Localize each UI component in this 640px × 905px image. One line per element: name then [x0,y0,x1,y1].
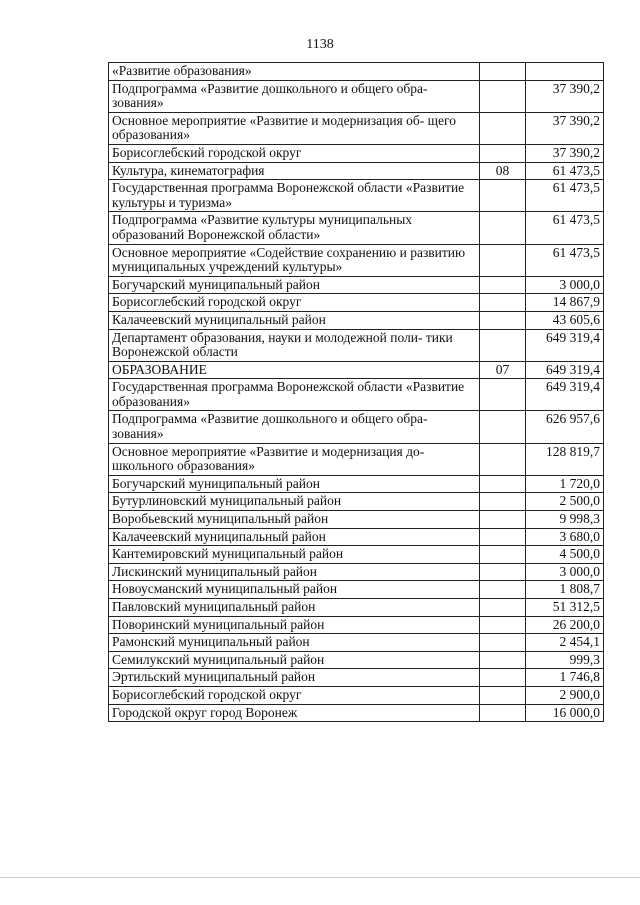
row-value-cell: 2 500,0 [526,493,604,511]
row-code-cell [479,63,525,81]
row-name-cell: Новоусманский муниципальный район [109,581,480,599]
row-code-cell [479,686,525,704]
table-row [109,162,604,180]
row-value-cell: 14 867,9 [526,294,604,312]
budget-table [108,62,604,722]
table-row [109,599,604,617]
row-name-cell: Подпрограмма «Развитие дошкольного и общего обра- зования» [109,411,480,443]
row-value-cell: 61 473,5 [526,212,604,244]
row-name-cell: Богучарский муниципальный район [109,276,480,294]
row-value-cell: 3 680,0 [526,528,604,546]
row-name-cell: Кантемировский муниципальный район [109,546,480,564]
row-value-cell: 1 808,7 [526,581,604,599]
row-value-cell: 128 819,7 [526,443,604,475]
row-value-cell: 2 900,0 [526,686,604,704]
table-row [109,563,604,581]
row-code-cell [479,634,525,652]
row-name-cell: Основное мероприятие «Развитие и модернизация до- школьного образования» [109,443,480,475]
row-code-cell [479,511,525,529]
row-code-cell [479,616,525,634]
row-code-cell [479,112,525,144]
row-name-cell: Лискинский муниципальный район [109,563,480,581]
row-value-cell: 626 957,6 [526,411,604,443]
row-name-cell: Воробьевский муниципальный район [109,511,480,529]
table-row [109,493,604,511]
row-name-cell: Борисоглебский городской округ [109,144,480,162]
table-row [109,80,604,112]
row-value-cell: 37 390,2 [526,80,604,112]
row-name-cell: Борисоглебский городской округ [109,294,480,312]
row-value-cell: 26 200,0 [526,616,604,634]
page-bottom-rule [0,877,640,878]
row-code-cell: 07 [479,361,525,379]
table-row [109,212,604,244]
row-name-cell: Калачеевский муниципальный район [109,311,480,329]
row-code-cell [479,546,525,564]
row-code-cell [479,212,525,244]
row-value-cell: 37 390,2 [526,112,604,144]
row-value-cell: 61 473,5 [526,244,604,276]
page-number: 1138 [306,37,334,52]
budget-table-body [109,63,604,722]
row-name-cell: Основное мероприятие «Содействие сохранению и развитию муниципальных учреждений культуры» [109,244,480,276]
row-value-cell: 3 000,0 [526,276,604,294]
table-row [109,311,604,329]
row-value-cell: 1 746,8 [526,669,604,687]
row-name-cell: Эртильский муниципальный район [109,669,480,687]
table-row [109,651,604,669]
table-row [109,329,604,361]
table-row [109,704,604,722]
row-value-cell: 37 390,2 [526,144,604,162]
row-value-cell: 2 454,1 [526,634,604,652]
row-name-cell: Государственная программа Воронежской области «Развитие образования» [109,379,480,411]
table-row [109,411,604,443]
row-name-cell: Поворинский муниципальный район [109,616,480,634]
row-name-cell: Государственная программа Воронежской области «Развитие культуры и туризма» [109,180,480,212]
row-value-cell: 649 319,4 [526,329,604,361]
row-name-cell: Богучарский муниципальный район [109,475,480,493]
table-row [109,475,604,493]
table-row [109,634,604,652]
row-code-cell [479,80,525,112]
table-row [109,443,604,475]
row-code-cell [479,493,525,511]
table-row [109,616,604,634]
table-row [109,511,604,529]
row-code-cell [479,443,525,475]
row-code-cell [479,411,525,443]
row-code-cell [479,475,525,493]
row-code-cell [479,599,525,617]
table-row [109,581,604,599]
row-value-cell: 61 473,5 [526,162,604,180]
row-code-cell [479,144,525,162]
row-code-cell [479,704,525,722]
table-row [109,379,604,411]
row-code-cell [479,294,525,312]
row-code-cell [479,379,525,411]
row-code-cell [479,669,525,687]
table-row [109,546,604,564]
row-code-cell [479,528,525,546]
row-name-cell: Калачеевский муниципальный район [109,528,480,546]
row-name-cell: «Развитие образования» [109,63,480,81]
table-row [109,144,604,162]
row-code-cell [479,276,525,294]
row-value-cell: 51 312,5 [526,599,604,617]
row-name-cell: Городской округ город Воронеж [109,704,480,722]
table-row [109,63,604,81]
table-row [109,112,604,144]
row-value-cell [526,63,604,81]
row-name-cell: Подпрограмма «Развитие дошкольного и общего обра- зования» [109,80,480,112]
table-row [109,276,604,294]
row-name-cell: Культура, кинематография [109,162,480,180]
row-value-cell: 43 605,6 [526,311,604,329]
row-value-cell: 1 720,0 [526,475,604,493]
row-code-cell [479,563,525,581]
row-name-cell: Основное мероприятие «Развитие и модернизация об- щего образования» [109,112,480,144]
row-name-cell: Семилукский муниципальный район [109,651,480,669]
table-row [109,669,604,687]
row-value-cell: 649 319,4 [526,361,604,379]
row-name-cell: ОБРАЗОВАНИЕ [109,361,480,379]
row-value-cell: 4 500,0 [526,546,604,564]
row-value-cell: 16 000,0 [526,704,604,722]
row-name-cell: Павловский муниципальный район [109,599,480,617]
row-code-cell [479,311,525,329]
row-value-cell: 999,3 [526,651,604,669]
row-value-cell: 61 473,5 [526,180,604,212]
row-code-cell [479,581,525,599]
table-row [109,294,604,312]
row-name-cell: Департамент образования, науки и молодежной поли- тики Воронежской области [109,329,480,361]
row-code-cell [479,180,525,212]
row-name-cell: Рамонский муниципальный район [109,634,480,652]
row-value-cell: 9 998,3 [526,511,604,529]
row-code-cell [479,329,525,361]
table-row [109,244,604,276]
row-code-cell [479,244,525,276]
row-code-cell [479,651,525,669]
row-code-cell: 08 [479,162,525,180]
table-row [109,686,604,704]
table-row [109,180,604,212]
row-name-cell: Бутурлиновский муниципальный район [109,493,480,511]
row-value-cell: 649 319,4 [526,379,604,411]
row-value-cell: 3 000,0 [526,563,604,581]
table-row [109,361,604,379]
table-row [109,528,604,546]
row-name-cell: Подпрограмма «Развитие культуры муниципальных образований Воронежской области» [109,212,480,244]
row-name-cell: Борисоглебский городской округ [109,686,480,704]
